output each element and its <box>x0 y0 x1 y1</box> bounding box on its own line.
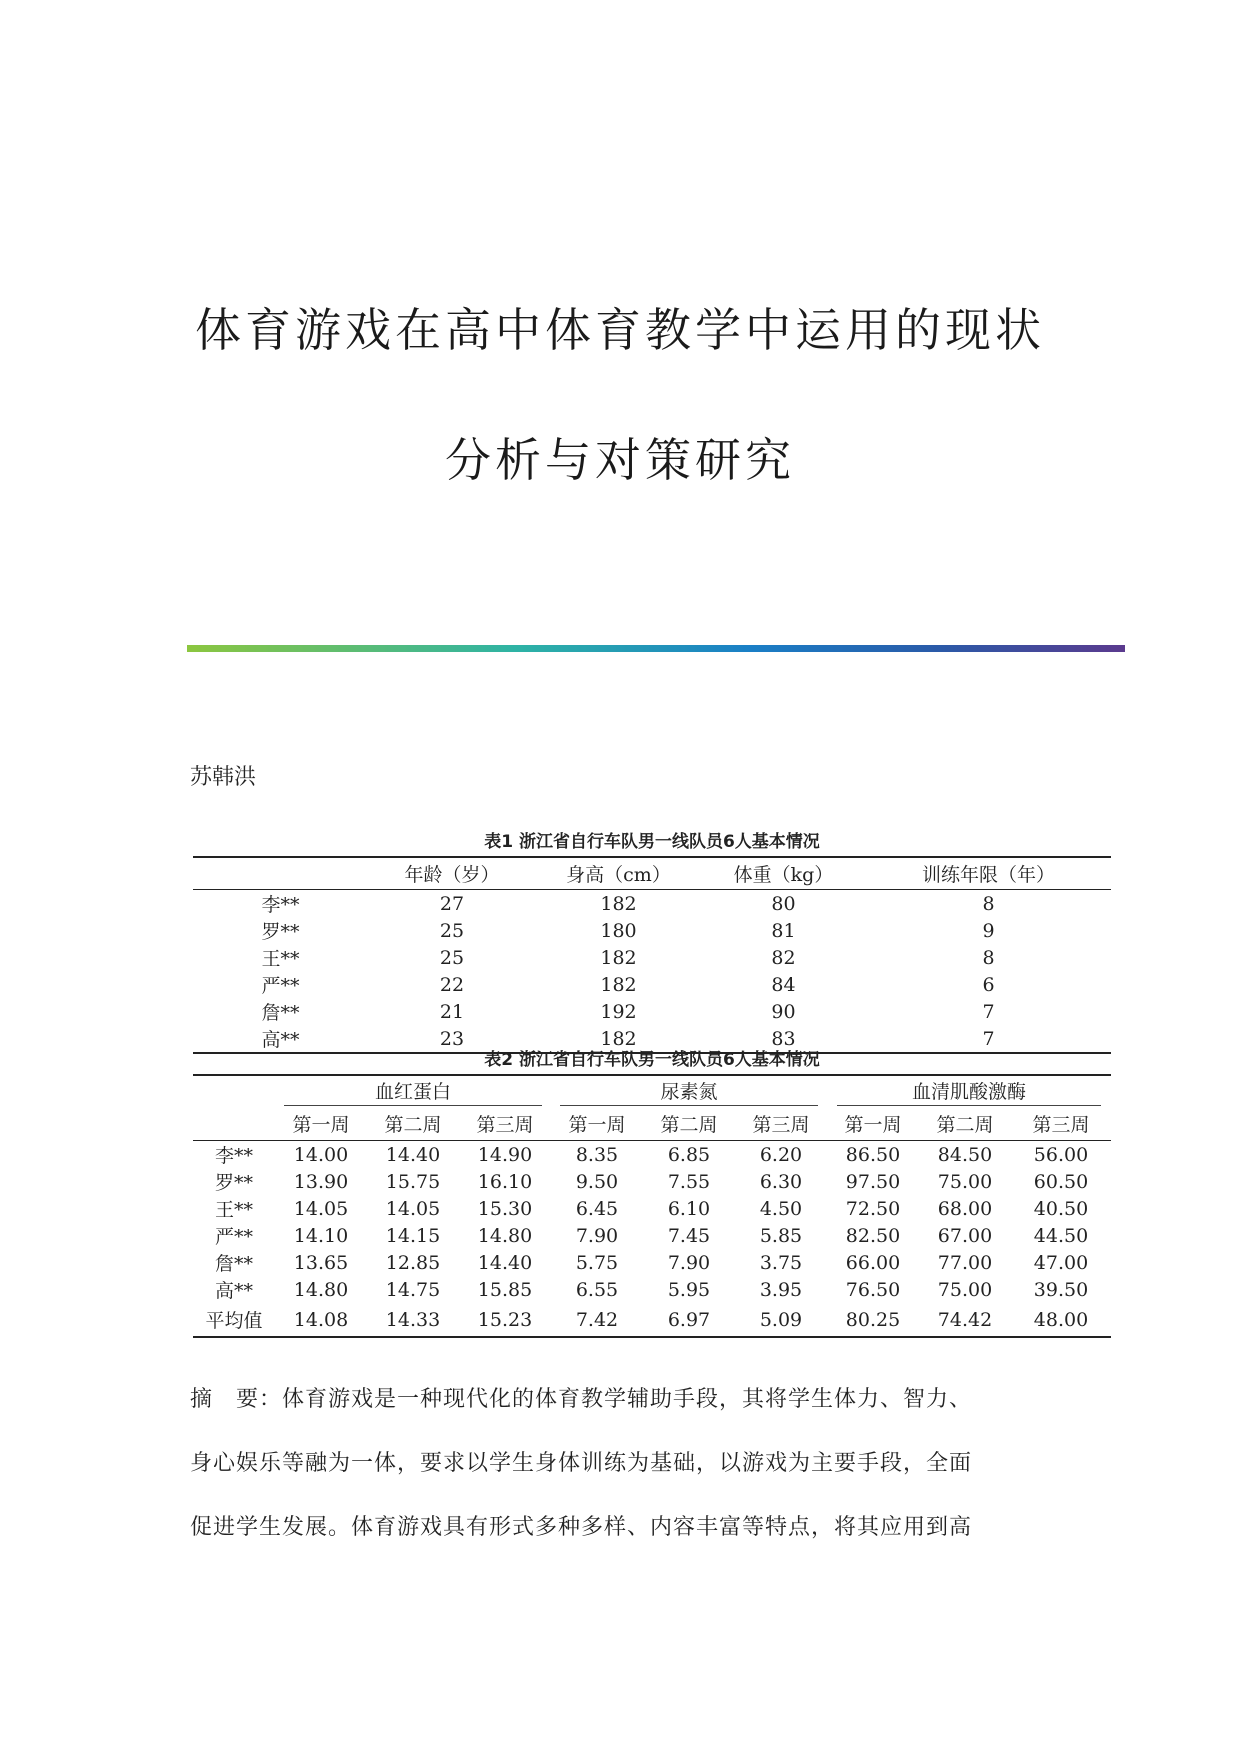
table-cell: 6.55 <box>575 1278 619 1301</box>
table-cell: 4.50 <box>759 1197 803 1220</box>
table-cell: 13.65 <box>293 1251 349 1274</box>
table-2-group-label: 血清肌酸激酶 <box>837 1077 1101 1106</box>
table-2-group-label: 尿素氮 <box>560 1077 817 1106</box>
table-cell: 3.95 <box>759 1278 803 1301</box>
table-2-week-row <box>193 1106 1111 1141</box>
table-cell: 7.90 <box>667 1251 711 1274</box>
table-cell: 14.40 <box>385 1143 441 1166</box>
table-cell: 14.15 <box>385 1224 441 1247</box>
table-cell: 14.05 <box>385 1197 441 1220</box>
table-2-week-cell: 第二周 <box>936 1113 994 1136</box>
table-row <box>193 1141 1111 1169</box>
table-cell: 15.85 <box>477 1278 533 1301</box>
table-cell: 47.00 <box>1033 1251 1089 1274</box>
table-cell: 182 <box>600 973 637 996</box>
row-label: 詹** <box>214 1253 253 1275</box>
table-cell: 84 <box>771 973 796 996</box>
table-cell: 86.50 <box>845 1143 901 1166</box>
table-2 <box>193 1074 1111 1338</box>
table-row <box>193 890 1111 918</box>
table-cell: 80.25 <box>845 1308 901 1331</box>
table-1-body <box>193 890 1111 1054</box>
table-2-body <box>193 1141 1111 1338</box>
table-2-block <box>193 1046 1111 1338</box>
table-cell: 5.09 <box>759 1308 803 1331</box>
row-label: 李** <box>261 894 300 916</box>
table-1-header-cell: 训练年限（年） <box>921 864 1055 886</box>
table-1-header-cell: 年龄（岁） <box>404 864 500 886</box>
table-cell: 60.50 <box>1033 1170 1089 1193</box>
table-cell: 72.50 <box>845 1197 901 1220</box>
row-label: 严** <box>214 1226 253 1248</box>
table-cell: 44.50 <box>1033 1224 1089 1247</box>
table-2-week-cell: 第三周 <box>1032 1113 1090 1136</box>
table-cell: 7.42 <box>575 1308 619 1331</box>
table-cell: 14.33 <box>385 1308 441 1331</box>
table-cell: 7.45 <box>667 1224 711 1247</box>
table-cell: 76.50 <box>845 1278 901 1301</box>
table-cell: 40.50 <box>1033 1197 1089 1220</box>
abstract-line: 摘 要：体育游戏是一种现代化的体育教学辅助手段，其将学生体力、智力、 <box>190 1387 973 1412</box>
table-2-group-label: 血红蛋白 <box>284 1077 541 1106</box>
row-label: 平均值 <box>205 1310 263 1332</box>
table-cell: 7 <box>982 1027 995 1050</box>
table-cell: 83 <box>771 1027 796 1050</box>
title-line-1: 体育游戏在高中体育教学中运用的现状 <box>195 303 1045 357</box>
table-row <box>193 917 1111 944</box>
table-1-header-cell: 身高（cm） <box>566 864 671 886</box>
table-cell: 16.10 <box>477 1170 533 1193</box>
table-2-caption: 表2 浙江省自行车队男一线队员6人基本情况 <box>484 1050 820 1070</box>
table-cell: 75.00 <box>937 1170 993 1193</box>
row-label: 罗** <box>214 1172 253 1194</box>
table-cell: 7.90 <box>575 1224 619 1247</box>
table-cell: 15.75 <box>385 1170 441 1193</box>
table-row <box>193 944 1111 971</box>
table-1 <box>193 856 1111 1054</box>
table-1-block <box>193 828 1111 1054</box>
table-cell: 7.55 <box>667 1170 711 1193</box>
table-cell: 182 <box>600 892 637 915</box>
table-cell: 3.75 <box>759 1251 803 1274</box>
table-cell: 180 <box>600 919 637 942</box>
table-cell: 39.50 <box>1033 1278 1089 1301</box>
gradient-divider <box>187 645 1125 652</box>
table-cell: 81 <box>771 919 796 942</box>
row-label: 高** <box>261 1029 300 1051</box>
table-cell: 97.50 <box>845 1170 901 1193</box>
author: 苏韩洪 <box>190 765 257 790</box>
table-1-caption: 表1 浙江省自行车队男一线队员6人基本情况 <box>484 832 820 852</box>
table-1-header-cell <box>193 857 368 890</box>
table-row <box>193 1249 1111 1276</box>
table-cell: 23 <box>439 1027 465 1050</box>
table-cell: 82.50 <box>845 1224 901 1247</box>
table-cell: 6.30 <box>759 1170 803 1193</box>
table-1-header-row <box>193 857 1111 890</box>
row-label: 王** <box>214 1199 253 1221</box>
table-row <box>193 1276 1111 1303</box>
table-cell: 14.75 <box>385 1278 441 1301</box>
table-2-week-cell: 第一周 <box>292 1113 350 1136</box>
table-cell: 66.00 <box>845 1251 901 1274</box>
table-2-week-cell: 第一周 <box>568 1113 626 1136</box>
table-row <box>193 1168 1111 1195</box>
table-cell: 48.00 <box>1033 1308 1089 1331</box>
table-cell: 77.00 <box>937 1251 993 1274</box>
table-cell: 14.40 <box>477 1251 533 1274</box>
table-cell: 14.00 <box>293 1143 349 1166</box>
table-cell: 21 <box>439 1000 465 1023</box>
table-cell: 27 <box>439 892 465 915</box>
table-cell: 182 <box>600 1027 637 1050</box>
table-cell: 182 <box>600 946 637 969</box>
table-cell: 5.95 <box>667 1278 711 1301</box>
table-cell: 25 <box>439 919 465 942</box>
table-cell: 14.08 <box>293 1308 349 1331</box>
table-row <box>193 1195 1111 1222</box>
table-2-group-row <box>193 1075 1111 1106</box>
table-cell: 192 <box>600 1000 637 1023</box>
table-2-week-cell: 第一周 <box>844 1113 902 1136</box>
table-2-week-cell: 第三周 <box>476 1113 534 1136</box>
table-cell: 14.10 <box>293 1224 349 1247</box>
table-cell: 6.10 <box>667 1197 711 1220</box>
table-cell: 6.85 <box>667 1143 711 1166</box>
table-cell: 12.85 <box>385 1251 441 1274</box>
table-2-week-cell: 第二周 <box>660 1113 718 1136</box>
table-cell: 14.05 <box>293 1197 349 1220</box>
table-cell: 9 <box>982 919 995 942</box>
table-cell: 14.80 <box>477 1224 533 1247</box>
table-cell: 84.50 <box>937 1143 993 1166</box>
table-cell: 90 <box>771 1000 796 1023</box>
abstract-line: 身心娱乐等融为一体，要求以学生身体训练为基础，以游戏为主要手段，全面 <box>190 1451 973 1476</box>
table-cell: 8 <box>982 946 995 969</box>
table-cell: 6.20 <box>759 1143 803 1166</box>
table-cell: 9.50 <box>575 1170 619 1193</box>
table-row <box>193 998 1111 1025</box>
table-cell: 15.30 <box>477 1197 533 1220</box>
row-label: 罗** <box>261 921 300 943</box>
table-row <box>193 1222 1111 1249</box>
table-cell: 75.00 <box>937 1278 993 1301</box>
title-line-2: 分析与对策研究 <box>445 433 795 487</box>
table-cell: 7 <box>982 1000 995 1023</box>
table-cell: 6.97 <box>667 1308 711 1331</box>
table-cell: 13.90 <box>293 1170 349 1193</box>
table-cell: 6.45 <box>575 1197 619 1220</box>
table-cell: 82 <box>771 946 796 969</box>
table-2-week-cell: 第三周 <box>752 1113 810 1136</box>
table-cell: 8 <box>982 892 995 915</box>
row-label: 李** <box>214 1145 253 1167</box>
table-cell: 14.90 <box>477 1143 533 1166</box>
table-1-header-cell: 体重（kg） <box>733 864 834 886</box>
row-label: 詹** <box>261 1002 300 1024</box>
table-cell: 80 <box>771 892 796 915</box>
table-cell: 74.42 <box>937 1308 993 1331</box>
table-cell: 68.00 <box>937 1197 993 1220</box>
table-cell: 6 <box>982 973 995 996</box>
table-cell: 5.75 <box>575 1251 619 1274</box>
table-cell: 5.85 <box>759 1224 803 1247</box>
row-label: 王** <box>261 948 300 970</box>
table-row <box>193 1303 1111 1337</box>
abstract-line: 促进学生发展。体育游戏具有形式多种多样、内容丰富等特点，将其应用到高 <box>190 1515 973 1540</box>
table-cell: 67.00 <box>937 1224 993 1247</box>
row-label: 高** <box>214 1280 253 1302</box>
table-cell: 22 <box>439 973 465 996</box>
table-cell: 8.35 <box>575 1143 619 1166</box>
table-row <box>193 971 1111 998</box>
table-2-week-cell: 第二周 <box>384 1113 442 1136</box>
table-cell: 14.80 <box>293 1278 349 1301</box>
table-cell: 25 <box>439 946 465 969</box>
table-cell: 56.00 <box>1033 1143 1089 1166</box>
table-cell: 15.23 <box>477 1308 533 1331</box>
row-label: 严** <box>261 975 300 997</box>
abstract <box>190 1368 1050 1560</box>
